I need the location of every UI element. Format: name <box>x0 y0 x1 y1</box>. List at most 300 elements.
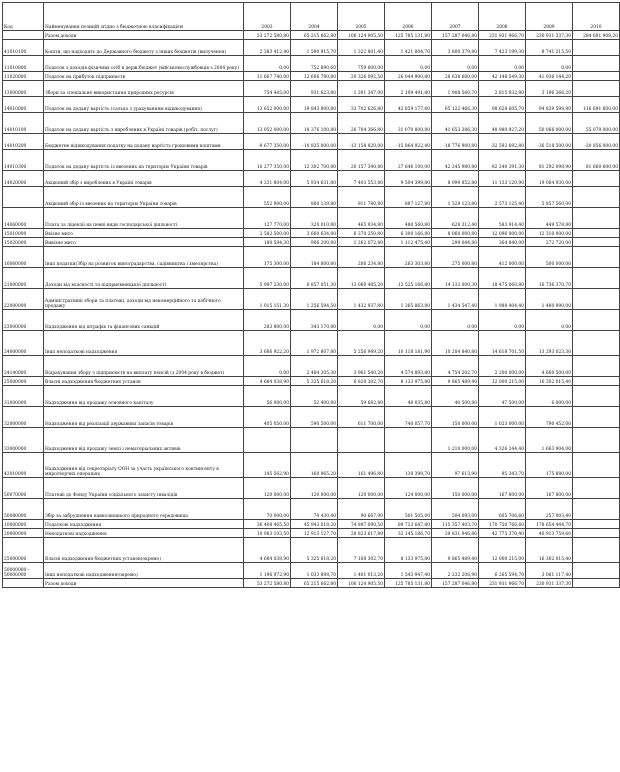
row-code: 14060000 <box>3 208 44 229</box>
header-year: 2010 <box>573 3 620 31</box>
row-value <box>338 428 385 453</box>
row-code: 14010300 <box>3 150 44 171</box>
row-value: 32 145 186,70 <box>385 529 432 538</box>
row-name: Акцизний збір з вироблених в Україні товарів <box>44 171 244 187</box>
row-value <box>573 40 620 56</box>
row-value: 10 277 350,00 <box>244 150 291 171</box>
row-code: 14010000 <box>3 97 44 113</box>
row-value: 364 840,00 <box>479 238 526 247</box>
row-value: 120 000,00 <box>244 478 291 499</box>
row-value: 405 050,00 <box>244 407 291 428</box>
header-year: 2007 <box>432 3 479 31</box>
row-value: 0,00 <box>244 356 291 377</box>
row-value: 4 326 244,40 <box>479 428 526 453</box>
row-value: 12 913 127,70 <box>291 529 338 538</box>
row-code: 50070000 <box>3 478 44 499</box>
row-value <box>385 428 432 453</box>
row-value: 0,00 <box>479 310 526 331</box>
row-value: 3 686 922,20 <box>244 331 291 356</box>
row-name: Власні надходження бюджетних установ <box>44 377 244 386</box>
row-name: Відрахування збору з підприємств на виплату пенсій (з 2004 року в бюджет) <box>44 356 244 377</box>
row-value: 1 322 801,40 <box>338 40 385 56</box>
row-value <box>573 229 620 238</box>
row-value: 106 124 905,50 <box>338 31 385 40</box>
row-value: 18 475 060,80 <box>479 268 526 289</box>
row-value: 3 196 366,20 <box>526 81 573 97</box>
row-code: 24000000 <box>3 331 44 356</box>
header-year: 2009 <box>526 3 573 31</box>
row-value: 0,00 <box>526 56 573 72</box>
row-value: 81 292 098,90 <box>526 150 573 171</box>
row-value <box>573 247 620 268</box>
row-value: 160 965,20 <box>291 453 338 478</box>
row-value: 42 859 177,60 <box>385 97 432 113</box>
row-value: 48 035,80 <box>385 386 432 407</box>
row-value: -13 158 820,00 <box>338 134 385 150</box>
row-value: 48 980 927,20 <box>479 113 526 134</box>
row-value: 82 240 391,30 <box>479 150 526 171</box>
row-value <box>573 72 620 81</box>
table-row <box>3 150 620 171</box>
row-code: 23000000 <box>3 310 44 331</box>
row-value: 12 606 780,80 <box>291 72 338 81</box>
row-value: 740 057,70 <box>385 407 432 428</box>
row-value: 10 983 103,50 <box>244 529 291 538</box>
header-year: 2003 <box>244 3 291 31</box>
row-value: 42 148 549,30 <box>479 72 526 81</box>
row-value: 65 215 662,80 <box>291 579 338 588</box>
row-name: Збір за забруднення навколишнього природного середовища <box>44 499 244 520</box>
row-value: 800 139,80 <box>291 187 338 208</box>
row-value: 0,00 <box>244 56 291 72</box>
row-value <box>573 453 620 478</box>
table-row <box>3 356 620 377</box>
row-value: 231 931 966,70 <box>479 31 526 40</box>
row-code: 14010100 <box>3 113 44 134</box>
row-value: 6 857 051,30 <box>291 268 338 289</box>
row-value: 1 033 898,70 <box>291 563 338 579</box>
row-value: 3 961 540,20 <box>338 356 385 377</box>
row-value: 230 931 337,30 <box>526 31 573 40</box>
row-code: 15010000 <box>3 229 44 238</box>
row-value <box>573 310 620 331</box>
row-value: 31 070 800,80 <box>385 113 432 134</box>
row-value: 3 800 379,80 <box>432 40 479 56</box>
row-value: 10 118 181,90 <box>385 331 432 356</box>
row-value: 1 015 151,30 <box>244 289 291 310</box>
row-value: 120 000,00 <box>338 478 385 499</box>
row-name: Платежі до Фонду України соціального захисту інвалідів <box>44 478 244 499</box>
row-value <box>573 428 620 453</box>
row-name: Надходження від продажу землі і нематеріальних активів <box>44 428 244 453</box>
row-value: 611 700,00 <box>338 407 385 428</box>
row-value: 6 370 250,80 <box>338 229 385 238</box>
row-value: 0,00 <box>432 310 479 331</box>
row-name: Власні надходження бюджетних установ(окремо) <box>44 538 244 563</box>
header-code: Код <box>3 3 44 31</box>
row-value: 19 064 930,00 <box>526 171 573 187</box>
row-value: 449 578,80 <box>526 208 573 229</box>
row-value: 157 287 046,80 <box>432 579 479 588</box>
table-row <box>3 310 620 331</box>
row-name: Неподаткові надходження <box>44 529 244 538</box>
row-name: Податок на додану вартість з вироблених в Україні товарів (робіт, послуг) <box>44 113 244 134</box>
row-value: 106 124 905,50 <box>338 579 385 588</box>
row-value: 1 401 013,20 <box>338 563 385 579</box>
row-code: 42010000 <box>3 453 44 478</box>
table-row <box>3 407 620 428</box>
row-code: 11010800 <box>3 56 44 72</box>
row-name: Акцизний збір із ввезених на територію України товарів <box>44 187 244 208</box>
row-code: 14020000 <box>3 171 44 187</box>
row-value: 1 210 000,00 <box>432 428 479 453</box>
row-value: 2 383 412,40 <box>244 40 291 56</box>
table-row <box>3 529 620 538</box>
row-value: 887 127,80 <box>385 187 432 208</box>
row-value: 7 403 553,80 <box>338 171 385 187</box>
row-value: 911 780,80 <box>338 187 385 208</box>
row-value: 1 432 937,80 <box>338 289 385 310</box>
table-row <box>3 377 620 386</box>
row-value: 1 391 347,00 <box>338 81 385 97</box>
row-value: 16 302 015,40 <box>526 538 573 563</box>
row-value: 42 775 370,40 <box>479 529 526 538</box>
row-value: 299 044,80 <box>432 238 479 247</box>
row-value: 1 365 863,80 <box>385 289 432 310</box>
row-value: 130 399,70 <box>385 453 432 478</box>
row-value: 29 831 946,80 <box>432 529 479 538</box>
table-row <box>3 538 620 563</box>
row-value <box>573 289 620 310</box>
row-value: 759 600,00 <box>338 56 385 72</box>
row-value: 1 262 072,80 <box>338 238 385 247</box>
row-value: 170 750 766,60 <box>479 520 526 529</box>
row-value: 59 682,80 <box>338 386 385 407</box>
row-value: 81 660 600,00 <box>573 150 620 171</box>
row-value: 6 820 302,70 <box>338 377 385 386</box>
table-row <box>3 97 620 113</box>
row-value: 45 943 018,20 <box>291 520 338 529</box>
row-value: 500 000,00 <box>526 247 573 268</box>
row-value: 257 003,40 <box>526 499 573 520</box>
row-value <box>573 386 620 407</box>
row-value: 628 312,40 <box>432 208 479 229</box>
row-value <box>573 499 620 520</box>
row-value: 90 667,90 <box>338 499 385 520</box>
row-value: 275 000,80 <box>432 247 479 268</box>
row-value: 1 329 123,80 <box>432 187 479 208</box>
row-value: -18 776 900,80 <box>432 134 479 150</box>
row-value: 1 434 547,40 <box>432 289 479 310</box>
row-value: 9 504 399,80 <box>385 171 432 187</box>
row-value: 184 800,80 <box>291 247 338 268</box>
table-row <box>3 579 620 588</box>
row-name: Податкові надходження <box>44 520 244 529</box>
row-value: 12 000 215,00 <box>479 377 526 386</box>
row-value: 5 857 560,00 <box>526 187 573 208</box>
row-value: 120 000,00 <box>291 478 338 499</box>
row-value <box>573 529 620 538</box>
row-value: 0,00 <box>526 310 573 331</box>
row-value: 4 754 202,70 <box>432 356 479 377</box>
row-value: 752 890,60 <box>291 56 338 72</box>
row-value <box>573 187 620 208</box>
row-value: 263 303,80 <box>385 247 432 268</box>
row-value: 2 200 000,00 <box>479 356 526 377</box>
row-value: 1 196 972,90 <box>244 563 291 579</box>
row-value: 125 785 131,80 <box>385 31 432 40</box>
row-value: -10 835 000,00 <box>291 134 338 150</box>
row-value: 1 663 904,00 <box>526 428 573 453</box>
row-value: -9 677 350,00 <box>244 134 291 150</box>
row-value: 52 400,80 <box>291 386 338 407</box>
row-value: 272 720,00 <box>526 238 573 247</box>
row-value: 97 613,90 <box>432 453 479 478</box>
row-code <box>3 187 44 208</box>
row-value: 6 300 166,80 <box>385 229 432 238</box>
row-value: 12 000 215,00 <box>479 538 526 563</box>
header-name: Найменування позицій згідно з бюджетною класифікацією <box>44 3 244 31</box>
header-year: 2005 <box>338 3 385 31</box>
row-value: 480 560,80 <box>385 208 432 229</box>
row-value: 56 000,00 <box>244 386 291 407</box>
row-value: 1 590 915,70 <box>291 40 338 56</box>
row-value <box>573 171 620 187</box>
row-value: 1 421 804,70 <box>385 40 432 56</box>
row-value: 790 452,00 <box>526 407 573 428</box>
row-value <box>573 478 620 499</box>
row-value: 1 988 404,40 <box>479 289 526 310</box>
row-value: 3 660 634,80 <box>291 229 338 238</box>
row-value: 2 582 500,00 <box>244 229 291 238</box>
row-value: 47 500,00 <box>479 386 526 407</box>
row-value: 13 652 000,00 <box>244 97 291 113</box>
table-row <box>3 40 620 56</box>
row-value <box>573 377 620 386</box>
row-name: Податок на додану вартість із ввезених на територію України товарів <box>44 150 244 171</box>
row-name: Кошти, що надходять до Державного бюджету з інших бюджетів (вилучення) <box>44 40 244 56</box>
row-value: 8 133 975,80 <box>385 377 432 386</box>
row-value: 116 691 600,00 <box>573 97 620 113</box>
row-value: 157 287 046,80 <box>432 31 479 40</box>
row-value: 931 623,80 <box>291 81 338 97</box>
row-value: 18 376 100,80 <box>291 113 338 134</box>
row-value <box>573 268 620 289</box>
row-code: 25000000 <box>3 538 44 563</box>
row-value: 4 660 500,00 <box>526 356 573 377</box>
table-row <box>3 247 620 268</box>
row-value: 504 093,00 <box>432 499 479 520</box>
row-value: 1 112 475,40 <box>385 238 432 247</box>
row-value: 8 133 975,80 <box>385 538 432 563</box>
row-value: 26 044 900,80 <box>385 72 432 81</box>
row-value: 2 232 206,90 <box>432 563 479 579</box>
row-value: 167 800,00 <box>526 478 573 499</box>
row-code: 25000000 <box>3 377 44 386</box>
row-value: 19 843 800,80 <box>291 97 338 113</box>
row-value: 583 914,40 <box>479 208 526 229</box>
table-row <box>3 478 620 499</box>
table-row <box>3 171 620 187</box>
row-value: 127 770,00 <box>244 208 291 229</box>
row-code: 15020000 <box>3 238 44 247</box>
row-value <box>573 208 620 229</box>
row-value <box>573 407 620 428</box>
row-value: 283 800,00 <box>244 310 291 331</box>
row-value: 125 785 131,80 <box>385 579 432 588</box>
row-value: 590 500,00 <box>291 407 338 428</box>
row-value: 8 741 215,50 <box>526 40 573 56</box>
row-value <box>573 56 620 72</box>
row-value: 3 061 117,40 <box>526 563 573 579</box>
table-row <box>3 386 620 407</box>
row-value: 41 653 386,30 <box>432 113 479 134</box>
row-name: Збори за спеціальне використання природних ресурсів <box>44 81 244 97</box>
row-value: 28 823 617,80 <box>338 529 385 538</box>
row-value: 12 302 700,80 <box>291 150 338 171</box>
row-code: 33000000 <box>3 428 44 453</box>
row-code: 20000000 <box>3 529 44 538</box>
row-value: 16 736 370,70 <box>526 268 573 289</box>
row-value: 161 496,80 <box>338 453 385 478</box>
row-value: 28 638 600,00 <box>432 72 479 81</box>
row-name: Адміністративні збори та платежі, доходи від некомерційного та побічного продажу <box>44 289 244 310</box>
row-value: 33 702 626,80 <box>338 97 385 113</box>
row-value: 6 000,00 <box>526 386 573 407</box>
row-code <box>3 31 44 40</box>
row-value: 0,00 <box>479 56 526 72</box>
row-value: 74 897 090,50 <box>338 520 385 529</box>
row-value: 552 900,00 <box>244 187 291 208</box>
row-value: 40 913 759,60 <box>526 529 573 538</box>
row-value: 605 706,60 <box>479 499 526 520</box>
row-value: 5 256 949,20 <box>338 331 385 356</box>
row-code: 50000000 - 50000000 <box>3 563 44 579</box>
row-value: 284 691 908,20 <box>573 31 620 40</box>
row-value: 9 865 489,40 <box>432 377 479 386</box>
row-value: 5 325 618,20 <box>291 377 338 386</box>
row-name: Податок на прибуток підприємств <box>44 72 244 81</box>
row-value: 11 667 740,00 <box>244 72 291 81</box>
row-value <box>573 520 620 529</box>
row-value: 0,00 <box>432 56 479 72</box>
row-value: 11 133 120,90 <box>479 171 526 187</box>
row-code: 22000000 <box>3 289 44 310</box>
row-value: 5 934 631,80 <box>291 171 338 187</box>
row-name: Надходження від продажу основного капіталу <box>44 386 244 407</box>
row-value <box>573 563 620 579</box>
row-name: Разом доходи <box>44 31 244 40</box>
row-value: 230 931 337,30 <box>526 579 573 588</box>
table-row <box>3 31 620 40</box>
row-code <box>3 579 44 588</box>
row-value: 7 423 199,30 <box>479 40 526 56</box>
row-value: 40 500,80 <box>432 386 479 407</box>
row-value: 89 733 647,80 <box>385 520 432 529</box>
row-value: 12 096 000,00 <box>479 229 526 238</box>
row-value: -32 592 692,80 <box>479 134 526 150</box>
row-value: 180 594,30 <box>244 238 291 247</box>
row-name: Надходження від штрафів та фінансових санкцій <box>44 310 244 331</box>
row-value: 14 133 000,30 <box>432 268 479 289</box>
row-value: 20 326 092,50 <box>338 72 385 81</box>
row-value: 145 562,90 <box>244 453 291 478</box>
row-value: 50 066 000,00 <box>526 113 573 134</box>
table-row <box>3 238 620 247</box>
row-value: 53 272 580,80 <box>244 579 291 588</box>
row-code: 10000000 <box>3 520 44 529</box>
row-value <box>573 238 620 247</box>
row-value: 41 936 144,20 <box>526 72 573 81</box>
row-code: 14010200 <box>3 134 44 150</box>
row-value: -15 864 922,40 <box>385 134 432 150</box>
row-value: -20 856 000,00 <box>573 134 620 150</box>
row-name: Доходи від власності та підприємницької діяльності <box>44 268 244 289</box>
row-code: 11020000 <box>3 72 44 81</box>
row-value: 0,00 <box>385 310 432 331</box>
row-name: Разом доходи <box>44 579 244 588</box>
row-code: 13000000 <box>3 81 44 97</box>
row-value: 906 200,80 <box>291 238 338 247</box>
row-value: 175 880,00 <box>526 453 573 478</box>
row-value: 10 204 840,80 <box>432 331 479 356</box>
row-name: Інші неподаткові надходження <box>44 331 244 356</box>
row-value: 320 010,80 <box>291 208 338 229</box>
table-row <box>3 520 620 529</box>
row-value <box>573 331 620 356</box>
row-value <box>291 428 338 453</box>
row-code: 16060000 <box>3 247 44 268</box>
row-value: 8 060 000,80 <box>432 229 479 238</box>
table-row <box>3 289 620 310</box>
row-value: 167 800,00 <box>479 478 526 499</box>
row-value: 1 972 807,80 <box>291 331 338 356</box>
row-value: 1 256 594,50 <box>291 289 338 310</box>
row-value: 98 628 605,70 <box>479 97 526 113</box>
row-name: Ввізне мито <box>44 229 244 238</box>
row-value: 55 079 000,00 <box>573 113 620 134</box>
row-value: 754 445,00 <box>244 81 291 97</box>
row-value: 12 525 166,80 <box>385 268 432 289</box>
row-value: 2 573 125,40 <box>479 187 526 208</box>
row-value: 2 109 491,80 <box>385 81 432 97</box>
row-code: 21000000 <box>3 268 44 289</box>
row-value: 65 122 466,30 <box>432 97 479 113</box>
row-value <box>573 81 620 97</box>
row-name: Інші податки(Збір на розвиток виноградарства, садівництва і хмелярства) <box>44 247 244 268</box>
row-value: 4 331 804,00 <box>244 171 291 187</box>
table-row <box>3 499 620 520</box>
row-value: 2 815 932,80 <box>479 81 526 97</box>
row-value: 1 543 947,40 <box>385 563 432 579</box>
table-row <box>3 563 620 579</box>
row-value: 206 234,80 <box>338 247 385 268</box>
row-value <box>573 538 620 563</box>
row-value: 70 000,00 <box>244 499 291 520</box>
row-value: 13 060 485,20 <box>338 268 385 289</box>
row-value: 0,00 <box>385 56 432 72</box>
row-value: 8 999 852,80 <box>432 171 479 187</box>
header-year: 2008 <box>479 3 526 31</box>
budget-revenue-table <box>2 2 620 588</box>
row-value: 150 000,00 <box>432 407 479 428</box>
row-name: Податок з доходів фізичних осіб в держ.бюджет (військовослужбовців з 2004 року) <box>44 56 244 72</box>
row-code: 50080000 <box>3 499 44 520</box>
row-value: 412 000,00 <box>479 247 526 268</box>
row-value <box>244 428 291 453</box>
row-value: 9 865 489,40 <box>432 538 479 563</box>
row-value: 1 023 000,00 <box>479 407 526 428</box>
